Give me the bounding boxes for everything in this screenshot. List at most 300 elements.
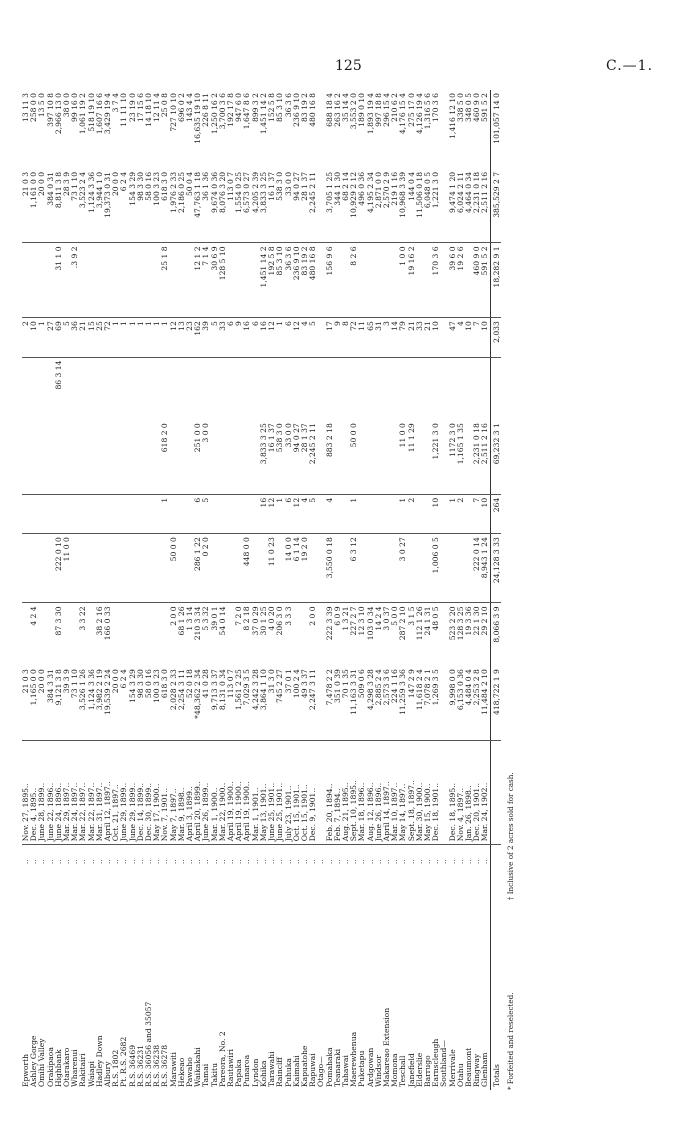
cell-name: Omihi Valley <box>37 1038 47 1087</box>
cell-name: Epworth <box>21 1053 30 1087</box>
cell-date: June 26, 1896.. <box>375 740 383 845</box>
cell-c11: 14 18 10 <box>144 93 154 127</box>
cell-c1: 100 2 4 <box>291 669 301 699</box>
cell-name: Barrugo <box>422 1055 432 1087</box>
leader-dots: .. <box>160 859 170 865</box>
table-row <box>276 90 284 1090</box>
cell-name: Glenham <box>480 1052 490 1087</box>
leader-dots: .. <box>86 859 96 865</box>
cell-c1: 52 0 18 <box>185 669 195 699</box>
cell-c11: 480 16 8 <box>308 93 318 127</box>
cell-name: Southland— <box>439 1040 449 1087</box>
cell-c4 <box>38 357 46 420</box>
leader-dots: .. <box>439 859 449 865</box>
cell-c8: 13 <box>178 318 186 357</box>
cell-c6 <box>71 420 79 494</box>
cell-c1: 384 3 31 <box>45 669 55 703</box>
cell-date: Aug. 21, 1895.. <box>342 740 350 845</box>
table-row <box>301 90 309 1090</box>
cell-c11: 688 18 4 <box>324 93 334 127</box>
table-row <box>334 90 342 1090</box>
table-row <box>260 90 268 1090</box>
leader-dots: .. <box>94 859 104 865</box>
leader-dots: .. <box>242 859 252 865</box>
cell-c1: 2,253 2 8 <box>472 669 482 706</box>
table-row <box>63 90 71 1090</box>
cell-c11: 35 14 4 <box>340 93 350 122</box>
table-row <box>243 90 251 1090</box>
cell-c8: 10 <box>465 318 473 357</box>
cell-c11: 99 16 0 <box>70 93 80 122</box>
leader-dots: .. <box>332 859 342 865</box>
cell-date: Oct. 15, 1901.. <box>293 740 301 845</box>
cell-c4 <box>243 357 251 420</box>
cell-c4 <box>71 357 79 420</box>
cell-c1: 618 3 0 <box>160 669 170 699</box>
cell-c9: .3 9 2 <box>71 243 79 318</box>
table-row <box>465 90 473 1090</box>
cell-c6 <box>38 420 46 494</box>
cell-c2: 206 3 0 <box>275 606 285 636</box>
cell-c10: 21 0 3 <box>22 169 30 243</box>
cell-name: Kapuatohe <box>299 1045 309 1087</box>
cell-c8: 12 <box>268 318 276 357</box>
leader-dots: .. <box>119 859 129 865</box>
cell-c4 <box>252 357 260 420</box>
cell-c1: 2,573 3 6 <box>381 669 391 706</box>
leader-dots: .. <box>258 859 268 865</box>
cell-c10: 344 1 30 <box>334 169 342 243</box>
table-row <box>22 90 30 1090</box>
cell-c1: 49 3 37 <box>299 669 309 699</box>
cell-c8: 21 <box>79 318 87 357</box>
cell-c11: 11 11 10 <box>119 93 129 127</box>
cell-c3 <box>129 534 137 603</box>
table-row <box>457 90 465 1090</box>
cell-c9 <box>96 243 104 318</box>
cell-c4 <box>129 357 137 420</box>
leader-dots: .. <box>316 859 326 865</box>
table-row <box>170 90 178 1090</box>
cell-c8: 33 <box>416 318 424 357</box>
cell-c1: 154 3 29 <box>127 669 137 703</box>
cell-c11: 36 3 6 <box>283 93 293 118</box>
cell-c10: 73 1 10 <box>71 169 79 243</box>
cell-c8: 69 <box>55 318 63 357</box>
cell-c11: 296 15 4 <box>381 93 391 127</box>
leader-dots: .. <box>357 859 367 865</box>
cell-c1: 21 0 3 <box>21 669 30 694</box>
cell-c1: 37 0 1 <box>283 669 293 694</box>
cell-date: Oct. 15, 1901.. <box>301 740 309 845</box>
cell-c2: 68 1 26 <box>176 606 186 636</box>
cell-c9: 12 1 2 <box>194 243 202 318</box>
cell-c2 <box>293 603 301 666</box>
cell-c6 <box>79 420 87 494</box>
cell-c5 <box>334 494 342 533</box>
cell-c8: 36 <box>71 318 79 357</box>
cell-c10: 16 1 37 <box>268 169 276 243</box>
cell-c6: 28 1 37 <box>301 420 309 494</box>
cell-date: Mar. 1, 1901.. <box>252 740 260 845</box>
cell-c11: 460 9 0 <box>472 93 482 122</box>
cell-name: Otago— <box>316 1056 326 1087</box>
cell-c11: 3 7 4 <box>111 93 121 113</box>
cell-c5 <box>416 494 424 533</box>
cell-c4 <box>317 357 325 420</box>
table-row <box>432 90 440 1090</box>
cell-name: Puketapu <box>357 1050 367 1087</box>
cell-date: April 19, 1900.. <box>235 740 243 845</box>
leader-dots: .. <box>447 859 457 865</box>
cell-c11: 210 6 2 <box>390 93 400 122</box>
cell-c6 <box>129 420 137 494</box>
cell-c10: 28 3 9 <box>63 169 71 243</box>
cell-c8: 6 <box>252 318 260 357</box>
table-row <box>235 90 243 1090</box>
cell-c8: 21 <box>408 318 416 357</box>
cell-c9: 480 16 8 <box>309 243 317 318</box>
cell-c10: 1,161 0 0 <box>30 169 38 243</box>
cell-c8: 162 <box>194 318 202 357</box>
cell-c9 <box>243 243 251 318</box>
table-row <box>326 90 334 1090</box>
cell-c3 <box>358 534 366 603</box>
cell-c4 <box>334 357 342 420</box>
cell-c11: 3,429 19 4 <box>103 93 113 135</box>
cell-c1: 11,484 2 10 <box>480 669 490 716</box>
cell-c6 <box>211 420 219 494</box>
cell-c10: 1,221 3 0 <box>432 169 440 243</box>
cell-c8: 5 <box>211 318 219 357</box>
cell-date: Mar. 30, 1900.. <box>416 740 424 845</box>
table-row <box>120 90 128 1090</box>
cell-date: Mar. 31, 1897.. <box>96 740 104 845</box>
cell-c6: 1,165 1 35 <box>457 420 465 494</box>
cell-c3 <box>88 534 96 603</box>
cell-date: June 28, 1899.. <box>38 740 46 845</box>
table-row <box>137 90 145 1090</box>
total-cell-c5: 264 <box>490 494 501 533</box>
cell-c6 <box>47 420 55 494</box>
cell-c5 <box>170 494 178 533</box>
cell-c3: 3,550 0 18 <box>326 534 334 603</box>
cell-name: Ashley Gorge <box>29 1035 39 1087</box>
cell-c9 <box>22 243 30 318</box>
cell-c3: 222 0 14 <box>473 534 481 603</box>
page-number: 125 <box>335 58 362 74</box>
cell-name: Puhuka <box>283 1058 293 1087</box>
cell-c2: 48 0 5 <box>431 606 441 631</box>
cell-name: Windsor <box>373 1055 383 1087</box>
cell-c2: 128 3 25 <box>455 606 465 641</box>
cell-c4 <box>88 357 96 420</box>
cell-name: Rautawiri <box>226 1049 236 1087</box>
cell-c8: 31 <box>375 318 383 357</box>
cell-c10: 1,554 0 25 <box>235 169 243 243</box>
table-body <box>22 90 501 1090</box>
cell-date: Aug. 12, 1896.. <box>367 740 375 845</box>
cell-c6 <box>235 420 243 494</box>
cell-c8: 1 <box>38 318 46 357</box>
cell-c1: 113 0 7 <box>226 669 236 699</box>
cell-c1: 1,165 0 0 <box>29 669 39 706</box>
table-row <box>391 90 399 1090</box>
cell-c11: 1,893 19 4 <box>365 93 375 135</box>
cell-c4 <box>449 357 457 420</box>
cell-name: Pareora, No. 2 <box>217 1031 227 1087</box>
cell-c8: 17 <box>326 318 334 357</box>
cell-date: April 3, 1899.. <box>186 740 194 845</box>
cell-c8: 4 <box>301 318 309 357</box>
cell-c1: 100 3 23 <box>152 669 162 703</box>
section-reference: C.—1. <box>606 58 654 74</box>
cell-name: Highbank <box>53 1049 63 1087</box>
cell-c5 <box>104 494 112 533</box>
cell-c2: 37 0 29 <box>250 606 260 636</box>
cell-c8: 33 <box>219 318 227 357</box>
cell-c8: 65 <box>367 318 375 357</box>
table-row <box>88 90 96 1090</box>
cell-c11: 258 0 0 <box>29 93 39 122</box>
cell-c10: 2,570 2 9 <box>383 169 391 243</box>
cell-c6 <box>367 420 375 494</box>
cell-c8: 6 <box>285 318 293 357</box>
cell-date: Nov. 4, 1897.. <box>457 740 465 845</box>
cell-date: Dec. 14, 1899.. <box>137 740 145 845</box>
cell-c5: 1 <box>449 494 457 533</box>
cell-c11: 1,607 16 6 <box>94 93 104 135</box>
cell-c6 <box>416 420 424 494</box>
cell-c2: 4 2 4 <box>29 606 39 626</box>
cell-c6: 251 0 0 <box>194 420 202 494</box>
cell-c3 <box>219 534 227 603</box>
cell-name: Momona <box>390 1053 400 1087</box>
cell-c3 <box>178 534 186 603</box>
leader-dots: .. <box>226 859 236 865</box>
cell-date: Nov. 7, 1901.. <box>161 740 169 845</box>
cell-c4 <box>268 357 276 420</box>
leader-dots: .. <box>62 859 72 865</box>
cell-date: Dec. 18, 1895.. <box>449 740 457 845</box>
cell-date: Mar. 1, 1900.. <box>211 740 219 845</box>
cell-c5 <box>211 494 219 533</box>
table-row <box>104 90 112 1090</box>
cell-c11: 997 18 8 <box>373 93 383 127</box>
page-header <box>0 58 700 82</box>
cell-c5 <box>96 494 104 533</box>
cell-c10: 10,968 3 39 <box>399 169 407 243</box>
cell-c6 <box>30 420 38 494</box>
total-cell-c8: 2,033 <box>490 318 501 357</box>
cell-c11: 13 11 3 <box>21 93 30 122</box>
cell-c5 <box>367 494 375 533</box>
cell-c6: 11 0 0 <box>399 420 407 494</box>
cell-c10: 11,506 0 18 <box>416 169 424 243</box>
cell-c3 <box>227 534 235 603</box>
cell-c4 <box>432 357 440 420</box>
cell-c6 <box>383 420 391 494</box>
cell-date: Dec. 9, 1901.. <box>309 740 317 845</box>
table-row <box>219 90 227 1090</box>
leader-dots: .. <box>135 859 145 865</box>
table-row <box>293 90 301 1090</box>
leader-dots: .. <box>455 859 465 865</box>
cell-c10: 3,944 1 0 <box>96 169 104 243</box>
table-row <box>178 90 186 1090</box>
cell-date: Sept. 18, 1897.. <box>408 740 416 845</box>
table-row <box>71 90 79 1090</box>
cell-c2 <box>137 603 145 666</box>
cell-c4 <box>342 357 350 420</box>
table-row <box>449 90 457 1090</box>
cell-c2: 112 1 26 <box>414 606 424 641</box>
footnote-cash-sale: † Inclusive of 2 acres sold for cash. <box>505 772 515 901</box>
cell-c6: 1,221 3 0 <box>432 420 440 494</box>
cell-c4 <box>145 357 153 420</box>
cell-c3: 19 2 0 <box>301 534 309 603</box>
cell-date: April 20, 1899.. <box>194 740 202 845</box>
leader-dots: .. <box>291 859 301 865</box>
cell-c6: 3,833 3 25 <box>260 420 268 494</box>
cell-c4 <box>399 357 407 420</box>
cell-c10: 2,871 0 0 <box>375 169 383 243</box>
cell-date: April 12, 1897.. <box>104 740 112 845</box>
cell-date: Dec. 20, 1901.. <box>473 740 481 845</box>
cell-date: May 17, 1900.. <box>153 740 161 845</box>
cell-date: Mar. 24, 1902.. <box>481 740 490 845</box>
cell-c2 <box>112 603 120 666</box>
cell-c10: 496 0 36 <box>358 169 366 243</box>
leader-dots: .. <box>176 859 186 865</box>
cell-c1: 7,029 3 5 <box>242 669 252 706</box>
cell-date: Mar. 22, 1897.. <box>88 740 96 845</box>
table-row <box>440 90 448 1090</box>
table-row <box>481 90 490 1090</box>
cell-c8: 12 <box>293 318 301 357</box>
cell-c4 <box>358 357 366 420</box>
table-row <box>473 90 481 1090</box>
cell-c5: 12 <box>268 494 276 533</box>
cell-c9 <box>227 243 235 318</box>
table-row <box>79 90 87 1090</box>
cell-c4 <box>211 357 219 420</box>
leader-dots: .. <box>103 859 113 865</box>
cell-c2: 5 3 32 <box>201 606 211 631</box>
cell-c9 <box>367 243 375 318</box>
cell-c1: 19,539 2 24 <box>103 669 113 716</box>
cell-c9: 19 16 2 <box>408 243 416 318</box>
cell-c8: 15 <box>88 318 96 357</box>
cell-c6 <box>112 420 120 494</box>
cell-c2: 39 0 1 <box>209 606 219 631</box>
cell-date: May 13, 1901.. <box>260 740 268 845</box>
cell-date: Dec. 30, 1899.. <box>145 740 153 845</box>
cell-c11: 947 6 0 <box>234 93 244 122</box>
cell-c8: 10 <box>432 318 440 357</box>
leader-dots: .. <box>127 859 137 865</box>
cell-c4 <box>227 357 235 420</box>
cell-name: Punaroa <box>242 1054 252 1087</box>
cell-c10: 19,373 0 31 <box>104 169 112 243</box>
cell-c10: 154 3 29 <box>129 169 137 243</box>
leader-dots: .. <box>267 859 277 865</box>
cell-c9: 31 1 0 <box>55 243 63 318</box>
cell-c11: 899 3 2 <box>250 93 260 122</box>
cell-c3 <box>79 534 87 603</box>
leader-dots: .. <box>373 859 383 865</box>
cell-name: Teanaraki <box>332 1048 342 1087</box>
cell-c5 <box>120 494 128 533</box>
cell-name: Rakitairi <box>78 1053 88 1087</box>
cell-c2: 87 3 30 <box>53 606 63 636</box>
cell-name: Tarawahi <box>267 1051 277 1087</box>
cell-c11: 83 19 2 <box>299 93 309 122</box>
table-row <box>112 90 120 1090</box>
cell-c5 <box>38 494 46 533</box>
leader-dots: .. <box>201 859 211 865</box>
cell-c9 <box>375 243 383 318</box>
cell-c11: 591 5 2 <box>480 93 490 122</box>
leader-dots: .. <box>193 859 203 865</box>
cell-name: Teschall <box>398 1055 408 1087</box>
cell-c9 <box>383 243 391 318</box>
cell-c8: 11 <box>358 318 366 357</box>
table-row <box>317 90 325 1090</box>
table-row <box>38 90 46 1090</box>
cell-c3 <box>22 534 30 603</box>
cell-c9: 39 6 0 <box>449 243 457 318</box>
cell-name: Albury <box>103 1061 113 1087</box>
cell-date: June 22, 1896.. <box>47 740 55 845</box>
cell-name: Lyndon <box>250 1058 260 1087</box>
cell-c5 <box>219 494 227 533</box>
cell-name: R.S. 36238 <box>152 1044 162 1087</box>
cell-c10: 2,245 2 11 <box>309 169 317 243</box>
cell-c10: 219 1 16 <box>391 169 399 243</box>
cell-c11: 1,416 12 10 <box>447 93 457 139</box>
cell-c4 <box>161 357 169 420</box>
cell-c9 <box>104 243 112 318</box>
cell-c6 <box>375 420 383 494</box>
cell-c4 <box>408 357 416 420</box>
leader-dots: .. <box>152 859 162 865</box>
cell-c2: 1 3 21 <box>340 606 350 631</box>
cell-c10: 33 0 0 <box>285 169 293 243</box>
cell-c1: 70 1 35 <box>340 669 350 699</box>
cell-c8: 23 <box>186 318 194 357</box>
cell-c9 <box>145 243 153 318</box>
cell-c8: 79 <box>399 318 407 357</box>
cell-c6 <box>88 420 96 494</box>
cell-c3 <box>383 534 391 603</box>
cell-c8: 10 <box>30 318 38 357</box>
cell-c4 <box>309 357 317 420</box>
cell-c11: 263 16 2 <box>332 93 342 127</box>
cell-c6: 33 0 0 <box>285 420 293 494</box>
cell-c1: 4,298 3 28 <box>365 669 375 711</box>
cell-c2: 1 3 14 <box>185 606 195 631</box>
cell-c10: 2,231 0 18 <box>473 169 481 243</box>
cell-c8: 1 <box>153 318 161 357</box>
leader-dots: .. <box>21 859 30 865</box>
cell-c2: 7 2 0 <box>234 606 244 626</box>
cell-c4 <box>293 357 301 420</box>
cell-c10: 3,523 2 4 <box>79 169 87 243</box>
cell-c8: 16 <box>260 318 268 357</box>
cell-c3 <box>153 534 161 603</box>
table-row <box>285 90 293 1090</box>
